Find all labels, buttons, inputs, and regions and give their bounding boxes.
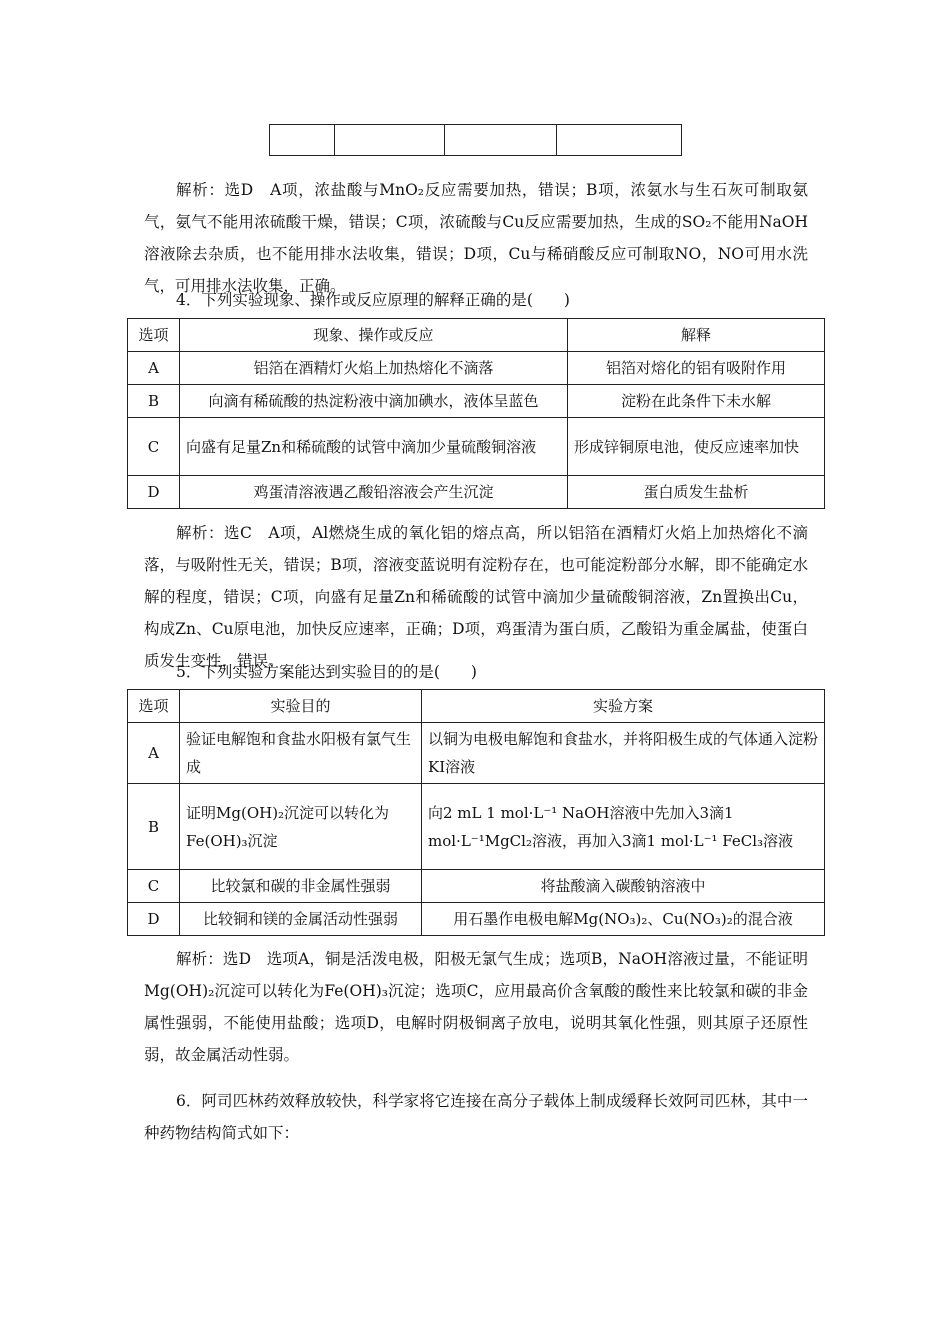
- question-5-stem: 5．下列实验方案能达到实验目的的是( ): [176, 663, 477, 681]
- header-option: 选项: [128, 690, 180, 723]
- table-row: [128, 870, 825, 903]
- table-cell: [270, 125, 335, 156]
- row-phenomenon: 铝箔在酒精灯火焰上加热熔化不滴落: [180, 352, 568, 385]
- row-explanation: 淀粉在此条件下未水解: [568, 385, 825, 418]
- analysis-q5-text: 解析：选D 选项A，铜是活泼电极，阳极无氯气生成；选项B，NaOH溶液过量，不能证明Mg(OH)₂沉淀可以转化为Fe(OH)₃沉淀；选项C，应用最高价含氧酸的酸性来比较氯和碳的非金属性强弱，不能使用盐酸；选项D，电解时阴极铜离子放电，说明其氧化性强，则其原子还原性弱，故金属活动性弱。: [144, 950, 808, 1064]
- row-goal: 比较铜和镁的金属活动性强弱: [180, 903, 422, 936]
- row-explanation: 蛋白质发生盐析: [568, 476, 825, 509]
- top-table: [269, 124, 682, 156]
- table-header-row: [128, 690, 825, 723]
- table-header-row: [128, 319, 825, 352]
- table-row: [270, 125, 682, 156]
- question-6-text: 6．阿司匹林药效释放较快，科学家将它连接在高分子载体上制成缓释长效阿司匹林，其中一种药物结构简式如下：: [144, 1092, 808, 1142]
- row-phenomenon: 向滴有稀硫酸的热淀粉液中滴加碘水，液体呈蓝色: [180, 385, 568, 418]
- row-plan: 向2 mL 1 mol·L⁻¹ NaOH溶液中先加入3滴1 mol·L⁻¹MgCl₂溶液，再加入3滴1 mol·L⁻¹ FeCl₃溶液: [422, 784, 825, 870]
- row-goal: 比较氯和碳的非金属性强弱: [180, 870, 422, 903]
- row-explanation: 形成锌铜原电池，使反应速率加快: [568, 418, 825, 476]
- row-plan: 以铜为电极电解饱和食盐水，并将阳极生成的气体通入淀粉KI溶液: [422, 723, 825, 784]
- question-4-stem: 4．下列实验现象、操作或反应原理的解释正确的是( ): [176, 291, 570, 309]
- row-goal: 验证电解饱和食盐水阳极有氯气生成: [180, 723, 422, 784]
- header-goal: 实验目的: [180, 690, 422, 723]
- table-row: [128, 784, 825, 870]
- question-5-table: [127, 689, 825, 936]
- table-row: [128, 385, 825, 418]
- header-plan: 实验方案: [422, 690, 825, 723]
- row-goal: 证明Mg(OH)₂沉淀可以转化为Fe(OH)₃沉淀: [180, 784, 422, 870]
- row-option: B: [128, 385, 180, 418]
- question-6: [144, 1085, 808, 1149]
- question-5: [144, 657, 808, 687]
- analysis-q4-text: 解析：选C A项，Al燃烧生成的氧化铝的熔点高，所以铝箔在酒精灯火焰上加热熔化不滴落，与吸附性无关，错误；B项，溶液变蓝说明有淀粉存在，也可能淀粉部分水解，即不能确定水解的程度，错误；C项，向盛有足量Zn和稀硫酸的试管中滴加少量硫酸铜溶液，Zn置换出Cu，构成Zn、Cu原电池，加快反应速率，正确；D项，鸡蛋清为蛋白质，乙酸铅为重金属盐，使蛋白质发生变性，错误。: [144, 524, 808, 670]
- table-row: [128, 418, 825, 476]
- question-4: [144, 285, 808, 315]
- row-phenomenon: 鸡蛋清溶液遇乙酸铅溶液会产生沉淀: [180, 476, 568, 509]
- analysis-q3: [144, 174, 808, 302]
- header-option: 选项: [128, 319, 180, 352]
- row-option: B: [128, 784, 180, 870]
- header-explanation: 解释: [568, 319, 825, 352]
- row-plan: 用石墨作电极电解Mg(NO₃)₂、Cu(NO₃)₂的混合液: [422, 903, 825, 936]
- table-cell: [557, 125, 682, 156]
- table-row: [128, 352, 825, 385]
- analysis-q5: [144, 943, 808, 1071]
- row-plan: 将盐酸滴入碳酸钠溶液中: [422, 870, 825, 903]
- table-cell: [445, 125, 557, 156]
- row-option: A: [128, 723, 180, 784]
- header-phenomenon: 现象、操作或反应: [180, 319, 568, 352]
- row-option: D: [128, 903, 180, 936]
- row-option: A: [128, 352, 180, 385]
- analysis-q3-text: 解析：选D A项，浓盐酸与MnO₂反应需要加热，错误；B项，浓氨水与生石灰可制取氨气，氨气不能用浓硫酸干燥，错误；C项，浓硫酸与Cu反应需要加热，生成的SO₂不能用NaOH溶液除去杂质，也不能用排水法收集，错误；D项，Cu与稀硝酸反应可制取NO，NO可用水洗气，可用排水法收集，正确。: [144, 181, 808, 295]
- table-row: [128, 476, 825, 509]
- row-option: D: [128, 476, 180, 509]
- row-option: C: [128, 870, 180, 903]
- table-cell: [335, 125, 445, 156]
- row-option: C: [128, 418, 180, 476]
- analysis-q4: [144, 517, 808, 677]
- table-row: [128, 723, 825, 784]
- row-phenomenon: 向盛有足量Zn和稀硫酸的试管中滴加少量硫酸铜溶液: [180, 418, 568, 476]
- row-explanation: 铝箔对熔化的铝有吸附作用: [568, 352, 825, 385]
- table-row: [128, 903, 825, 936]
- question-4-table: [127, 318, 825, 509]
